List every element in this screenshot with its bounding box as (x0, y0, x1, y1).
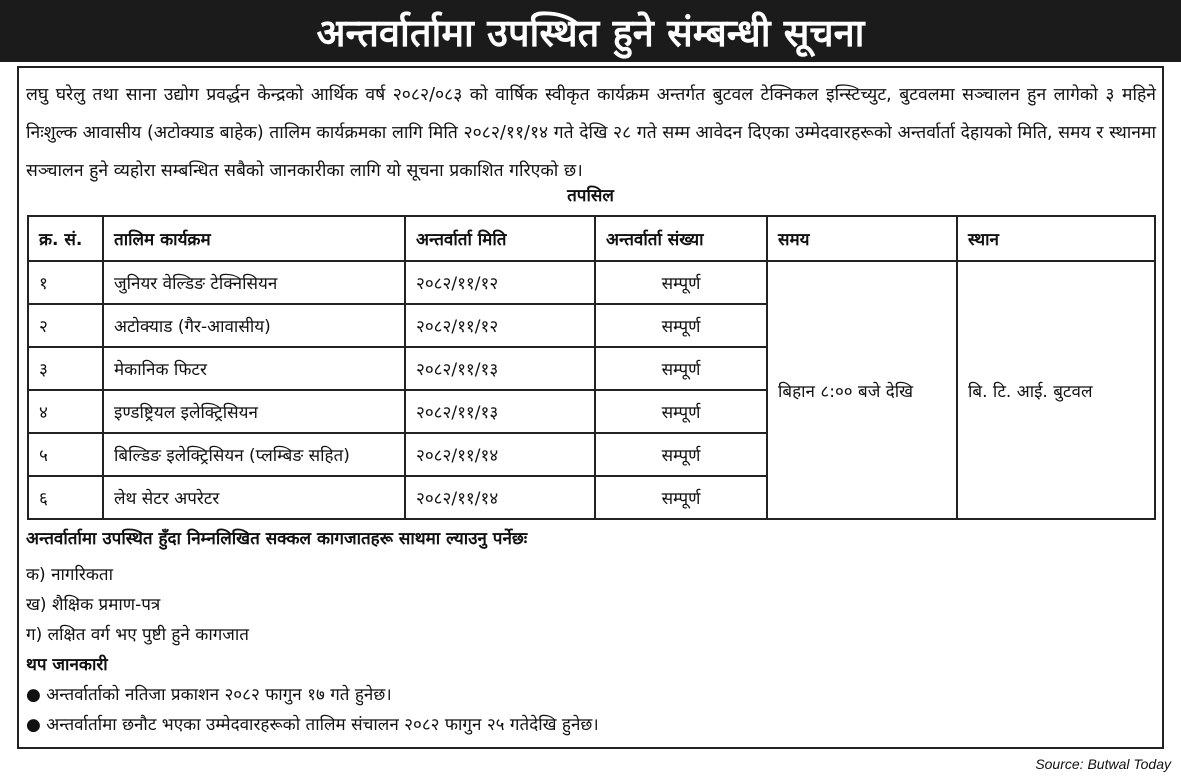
more-info-heading: थप जानकारी (26, 655, 108, 675)
source-credit: Source: Butwal Today (1035, 756, 1171, 772)
document-item: ग) लक्षित वर्ग भए पुष्टी हुने कागजात (26, 625, 249, 645)
notes-section (26, 524, 599, 740)
document-item: ख) शैक्षिक प्रमाण-पत्र (26, 595, 161, 615)
cell-sn: ४ (28, 390, 103, 433)
cell-program: बिल्डिङ इलेक्ट्रिसियन (प्लम्बिङ सहित) (103, 433, 405, 476)
cell-sn: १ (28, 261, 103, 304)
col-time: समय (767, 216, 957, 261)
cell-sn: ६ (28, 476, 103, 519)
col-program: तालिम कार्यक्रम (103, 216, 405, 261)
cell-count: सम्पूर्ण (595, 433, 767, 476)
col-count: अन्तर्वार्ता संख्या (595, 216, 767, 261)
cell-program: लेथ सेटर अपरेटर (103, 476, 405, 519)
cell-time: बिहान ८:०० बजे देखि (767, 261, 957, 519)
documents-heading: अन्तर्वार्तामा उपस्थित हुँदा निम्नलिखित सक्कल कागजातहरू साथमा ल्याउनु पर्नेछः (26, 529, 528, 549)
cell-count: सम्पूर्ण (595, 390, 767, 433)
cell-count: सम्पूर्ण (595, 261, 767, 304)
cell-date: २०८२/११/१४ (405, 476, 595, 519)
cell-count: सम्पूर्ण (595, 304, 767, 347)
col-sn: क्र. सं. (28, 216, 103, 261)
details-heading: तपसिल (567, 186, 614, 206)
cell-count: सम्पूर्ण (595, 347, 767, 390)
cell-program: अटोक्याड (गैर-आवासीय) (103, 304, 405, 347)
cell-sn: ३ (28, 347, 103, 390)
cell-sn: ५ (28, 433, 103, 476)
title-bar (0, 0, 1181, 62)
cell-program: जुनियर वेल्डिङ टेक्निसियन (103, 261, 405, 304)
cell-place: बि. टि. आई. बुटवल (957, 261, 1155, 519)
cell-date: २०८२/११/१४ (405, 433, 595, 476)
document-item: क) नागरिकता (26, 565, 114, 585)
cell-count: सम्पूर्ण (595, 476, 767, 519)
cell-date: २०८२/११/१२ (405, 261, 595, 304)
info-item: ● अन्तर्वार्तामा छनौट भएका उम्मेदवारहरूको तालिम संचालन २०८२ फागुन २५ गतेदेखि हुनेछ। (26, 715, 599, 735)
col-place: स्थान (957, 216, 1155, 261)
col-date: अन्तर्वार्ता मिति (405, 216, 595, 261)
notice-title: अन्तर्वार्तामा उपस्थित हुने संम्बन्धी सूचना (316, 11, 865, 55)
cell-date: २०८२/११/१३ (405, 390, 595, 433)
cell-program: मेकानिक फिटर (103, 347, 405, 390)
schedule-table (27, 215, 1156, 520)
cell-date: २०८२/११/१३ (405, 347, 595, 390)
cell-date: २०८२/११/१२ (405, 304, 595, 347)
cell-program: इण्डष्ट्रियल इलेक्ट्रिसियन (103, 390, 405, 433)
table-header-row (28, 216, 1155, 261)
cell-sn: २ (28, 304, 103, 347)
notice-paragraph: लघु घरेलु तथा साना उद्योग प्रवर्द्धन केन्द्रको आर्थिक वर्ष २०८२/०८३ को वार्षिक स्वीकृत कार्यक्रम अन्तर्गत बुटवल टेक्निकल इन्स्टिच्युट, बुटवलमा सञ्चालन हुन लागेको ३ महिने निःशुल्क आवासीय (अटोक्याड बाहेक) तालिम कार्यक्रमका लागि मिति २०८२/११/१४ गते देखि २८ गते सम्म आवेदन दिएका उम्मेदवारहरूको अन्तर्वार्ता देहायको मिति, समय र स्थानमा सञ्चालन हुने व्यहोरा सम्बन्धित सबैको जानकारीका लागि यो सूचना प्रकाशित गरिएको छ। (26, 85, 1156, 181)
table-row (28, 261, 1155, 304)
info-item: ● अन्तर्वार्ताको नतिजा प्रकाशन २०८२ फागुन १७ गते हुनेछ। (26, 685, 392, 705)
